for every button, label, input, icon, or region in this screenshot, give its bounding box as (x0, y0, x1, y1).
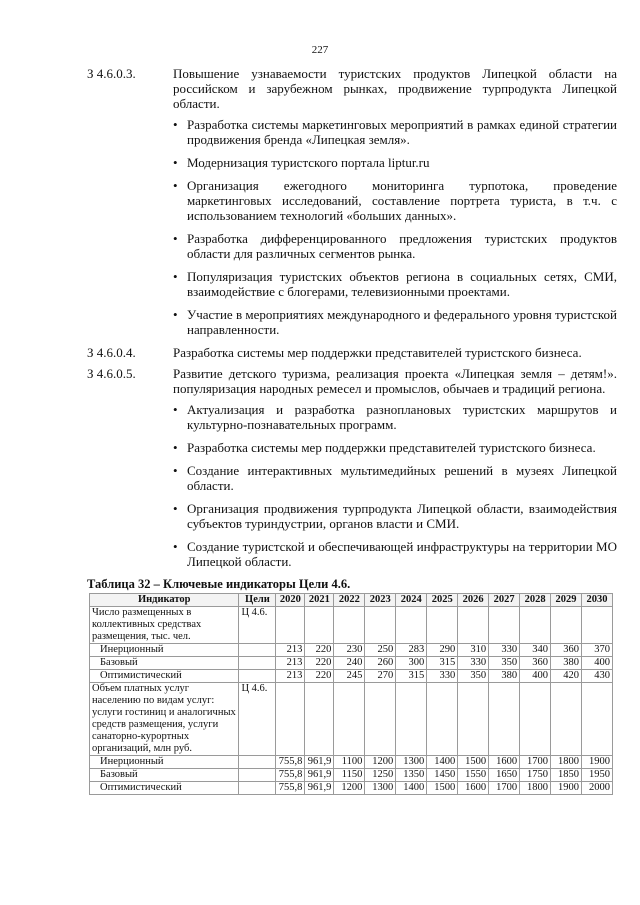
value-cell: 220 (305, 670, 334, 683)
value-cell: 1700 (489, 782, 520, 795)
empty-cell (365, 683, 396, 756)
empty-cell (489, 683, 520, 756)
kpi-table (89, 593, 613, 795)
table-row (90, 670, 613, 683)
value-cell: 1350 (396, 769, 427, 782)
list-item-text: Разработка системы мер поддержки представителей туристского бизнеса. (187, 440, 596, 455)
value-cell: 340 (520, 644, 551, 657)
table-header-cell: 2029 (551, 594, 582, 607)
list-item-text: Модернизация туристского портала liptur.ru (187, 155, 430, 170)
bullet-icon: • (173, 501, 178, 516)
empty-cell (551, 683, 582, 756)
table-header-cell: 2021 (305, 594, 334, 607)
value-cell: 400 (582, 657, 613, 670)
indicator-cell: Объем платных услуг населению по видам услуг: услуги гостиниц и аналогичных средств размещения, услуги санаторно-курортных организаций, млн руб. (90, 683, 239, 756)
table-header-cell: 2020 (276, 594, 305, 607)
table-header-cell: 2025 (427, 594, 458, 607)
empty-cell (239, 657, 276, 670)
value-cell: 1200 (334, 782, 365, 795)
list-item (173, 307, 617, 337)
task-section (87, 66, 617, 337)
list-item (173, 539, 617, 569)
value-cell: 1700 (520, 756, 551, 769)
bullet-icon: • (173, 463, 178, 478)
value-cell: 220 (305, 644, 334, 657)
value-cell: 1100 (334, 756, 365, 769)
empty-cell (582, 607, 613, 644)
empty-cell (305, 683, 334, 756)
value-cell: 2000 (582, 782, 613, 795)
bullet-icon: • (173, 117, 178, 132)
value-cell: 290 (427, 644, 458, 657)
task-code: З 4.6.0.3. (87, 66, 136, 81)
list-item (173, 117, 617, 147)
value-cell: 360 (520, 657, 551, 670)
empty-cell (239, 756, 276, 769)
value-cell: 380 (551, 657, 582, 670)
empty-cell (551, 607, 582, 644)
value-cell: 370 (582, 644, 613, 657)
table-header-cell: 2028 (520, 594, 551, 607)
table-header-cell: 2022 (334, 594, 365, 607)
task-text: Развитие детского туризма, реализация проекта «Липецкая земля – детям!». популяризация народных ремесел и промыслов, обычаев и традиций региона. (173, 366, 617, 396)
bullet-icon: • (173, 155, 178, 170)
value-cell: 330 (458, 657, 489, 670)
empty-cell (520, 607, 551, 644)
list-item (173, 463, 617, 493)
value-cell: 250 (365, 644, 396, 657)
bullet-icon: • (173, 440, 178, 455)
value-cell: 315 (396, 670, 427, 683)
table-row (90, 657, 613, 670)
value-cell: 380 (489, 670, 520, 683)
list-item (173, 440, 617, 455)
empty-cell (334, 607, 365, 644)
table-caption: Таблица 32 – Ключевые индикаторы Цели 4.6. (87, 577, 351, 591)
value-cell: 755,8 (276, 756, 305, 769)
table-row (90, 782, 613, 795)
table-header-row (90, 594, 613, 607)
value-cell: 300 (396, 657, 427, 670)
tasks-list (87, 66, 617, 577)
value-cell: 213 (276, 644, 305, 657)
list-item-text: Разработка системы маркетинговых мероприятий в рамках единой стратегии продвижения бренда «Липецкая земля». (187, 117, 617, 147)
empty-cell (239, 644, 276, 657)
task-code: З 4.6.0.5. (87, 366, 136, 381)
empty-cell (334, 683, 365, 756)
empty-cell (239, 782, 276, 795)
value-cell: 1900 (551, 782, 582, 795)
table-header-cell: 2024 (396, 594, 427, 607)
empty-cell (276, 683, 305, 756)
value-cell: 1750 (520, 769, 551, 782)
list-item-text: Организация продвижения турпродукта Липецкой области, взаимодействия субъектов туриндустрии, органов власти и СМИ. (187, 501, 617, 531)
task-code: З 4.6.0.4. (87, 345, 136, 360)
value-cell: 315 (427, 657, 458, 670)
value-cell: 230 (334, 644, 365, 657)
bullet-icon: • (173, 178, 178, 193)
list-item-text: Разработка дифференцированного предложения туристских продуктов области для различных сегментов рынка. (187, 231, 617, 261)
list-item (173, 231, 617, 261)
empty-cell (276, 607, 305, 644)
value-cell: 1950 (582, 769, 613, 782)
bullet-icon: • (173, 269, 178, 284)
value-cell: 330 (427, 670, 458, 683)
value-cell: 1500 (427, 782, 458, 795)
scenario-cell: Базовый (90, 769, 239, 782)
value-cell: 1200 (365, 756, 396, 769)
list-item-text: Создание туристской и обеспечивающей инфраструктуры на территории МО Липецкой области. (187, 539, 617, 569)
value-cell: 1650 (489, 769, 520, 782)
value-cell: 1550 (458, 769, 489, 782)
goal-cell: Ц 4.6. (239, 607, 276, 644)
value-cell: 430 (582, 670, 613, 683)
empty-cell (305, 607, 334, 644)
table-header-cell: 2027 (489, 594, 520, 607)
value-cell: 330 (489, 644, 520, 657)
empty-cell (582, 683, 613, 756)
scenario-cell: Оптимистический (90, 670, 239, 683)
empty-cell (239, 769, 276, 782)
empty-cell (489, 607, 520, 644)
bullet-list (87, 402, 617, 569)
table-header-cell: 2030 (582, 594, 613, 607)
scenario-cell: Базовый (90, 657, 239, 670)
empty-cell (427, 683, 458, 756)
value-cell: 220 (305, 657, 334, 670)
bullet-list (87, 117, 617, 337)
empty-cell (396, 683, 427, 756)
table-header-cell: Индикатор (90, 594, 239, 607)
list-item (173, 269, 617, 299)
value-cell: 245 (334, 670, 365, 683)
table-header-cell: 2023 (365, 594, 396, 607)
value-cell: 400 (520, 670, 551, 683)
value-cell: 420 (551, 670, 582, 683)
value-cell: 1500 (458, 756, 489, 769)
value-cell: 350 (458, 670, 489, 683)
empty-cell (458, 607, 489, 644)
empty-cell (239, 670, 276, 683)
value-cell: 270 (365, 670, 396, 683)
value-cell: 755,8 (276, 769, 305, 782)
task-section (87, 366, 617, 569)
value-cell: 213 (276, 657, 305, 670)
value-cell: 350 (489, 657, 520, 670)
value-cell: 283 (396, 644, 427, 657)
scenario-cell: Оптимистический (90, 782, 239, 795)
value-cell: 1600 (489, 756, 520, 769)
list-item (173, 402, 617, 432)
list-item-text: Актуализация и разработка разноплановых туристских маршрутов и культурно-познавательных программ. (187, 402, 617, 432)
list-item-text: Участие в мероприятиях международного и федерального уровня туристской направленности. (187, 307, 617, 337)
bullet-icon: • (173, 539, 178, 554)
table-row (90, 756, 613, 769)
value-cell: 755,8 (276, 782, 305, 795)
value-cell: 1450 (427, 769, 458, 782)
task-section (87, 345, 617, 360)
value-cell: 961,9 (305, 756, 334, 769)
value-cell: 310 (458, 644, 489, 657)
bullet-icon: • (173, 231, 178, 246)
goal-cell: Ц 4.6. (239, 683, 276, 756)
value-cell: 260 (365, 657, 396, 670)
empty-cell (365, 607, 396, 644)
scenario-cell: Инерционный (90, 756, 239, 769)
value-cell: 1800 (551, 756, 582, 769)
table-row (90, 607, 613, 644)
table-header-cell: 2026 (458, 594, 489, 607)
value-cell: 1400 (427, 756, 458, 769)
page-number: 227 (311, 44, 329, 56)
value-cell: 1800 (520, 782, 551, 795)
value-cell: 1900 (582, 756, 613, 769)
value-cell: 1250 (365, 769, 396, 782)
task-text: Повышение узнаваемости туристских продуктов Липецкой области на российском и зарубежном рынках, продвижение турпродукта Липецкой области. (173, 66, 617, 111)
value-cell: 961,9 (305, 782, 334, 795)
value-cell: 213 (276, 670, 305, 683)
empty-cell (520, 683, 551, 756)
bullet-icon: • (173, 402, 178, 417)
value-cell: 1400 (396, 782, 427, 795)
scenario-cell: Инерционный (90, 644, 239, 657)
empty-cell (458, 683, 489, 756)
task-text: Разработка системы мер поддержки представителей туристского бизнеса. (173, 345, 582, 360)
indicator-cell: Число размещенных в коллективных средствах размещения, тыс. чел. (90, 607, 239, 644)
value-cell: 1300 (396, 756, 427, 769)
list-item (173, 178, 617, 223)
value-cell: 1150 (334, 769, 365, 782)
list-item (173, 501, 617, 531)
empty-cell (427, 607, 458, 644)
value-cell: 1850 (551, 769, 582, 782)
list-item (173, 155, 617, 170)
bullet-icon: • (173, 307, 178, 322)
list-item-text: Организация ежегодного мониторинга турпотока, проведение маркетинговых исследований, составление портрета туриста, в т.ч. с использованием технологий «больших данных». (187, 178, 617, 223)
value-cell: 1600 (458, 782, 489, 795)
table-row (90, 769, 613, 782)
value-cell: 240 (334, 657, 365, 670)
table-header-cell: Цели (239, 594, 276, 607)
empty-cell (396, 607, 427, 644)
list-item-text: Создание интерактивных мультимедийных решений в музеях Липецкой области. (187, 463, 617, 493)
value-cell: 961,9 (305, 769, 334, 782)
table-row (90, 644, 613, 657)
table-row (90, 683, 613, 756)
value-cell: 360 (551, 644, 582, 657)
value-cell: 1300 (365, 782, 396, 795)
list-item-text: Популяризация туристских объектов региона в социальных сетях, СМИ, взаимодействие с блогерами, телевизионными проектами. (187, 269, 617, 299)
